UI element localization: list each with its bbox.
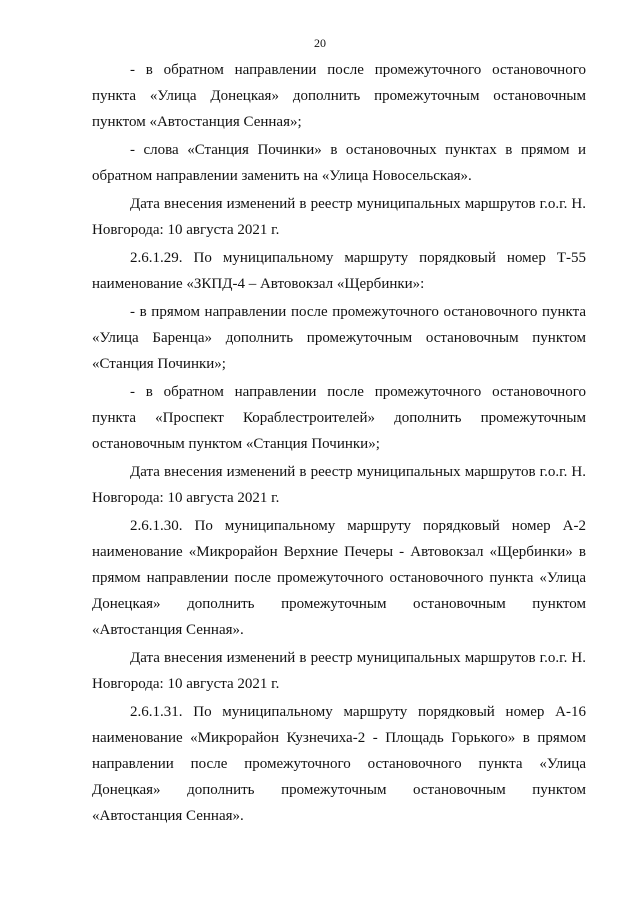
paragraph-reverse-direction-donetskaya: - в обратном направлении после промежуточного остановочного пункта «Улица Донецкая» дополнить промежуточным остановочным пунктом «Автостанция Сенная»; <box>92 62 586 130</box>
paragraph-route-a2: 2.6.1.30. По муниципальному маршруту порядковый номер А-2 наименование «Микрорайон Верхние Печеры - Автовокзал «Щербинки» в прямом направлении после промежуточного остановочного пункта «Улица Донецкая» дополнить промежуточным остановочным пунктом «Автостанция Сенная». <box>92 518 586 638</box>
page-number: 20 <box>314 36 326 50</box>
paragraph-registry-date: Дата внесения изменений в реестр муниципальных маршрутов г.о.г. Н. Новгорода: 10 августа 2021 г. <box>92 650 586 692</box>
paragraph-registry-date: Дата внесения изменений в реестр муниципальных маршрутов г.о.г. Н. Новгорода: 10 августа 2021 г. <box>92 464 586 506</box>
paragraph-registry-date: Дата внесения изменений в реестр муниципальных маршрутов г.о.г. Н. Новгорода: 10 августа 2021 г. <box>92 196 586 238</box>
paragraph-forward-direction-barentsa: - в прямом направлении после промежуточного остановочного пункта «Улица Баренца» дополнить промежуточным остановочным пунктом «Станция Починки»; <box>92 304 586 372</box>
paragraph-route-a16: 2.6.1.31. По муниципальному маршруту порядковый номер А-16 наименование «Микрорайон Кузнечиха-2 - Площадь Горького» в прямом направлении после промежуточного остановочного пункта «Улица Донецкая» дополнить промежуточным остановочным пунктом «Автостанция Сенная». <box>92 704 586 824</box>
document-body <box>92 57 586 831</box>
paragraph-replace-station-pochinki: - слова «Станция Починки» в остановочных пунктах в прямом и обратном направлении заменить на «Улица Новосельская». <box>92 142 586 184</box>
paragraph-route-t55: 2.6.1.29. По муниципальному маршруту порядковый номер Т-55 наименование «ЗКПД-4 – Автовокзал «Щербинки»: <box>92 250 586 292</box>
paragraph-reverse-direction-korablestroiteley: - в обратном направлении после промежуточного остановочного пункта «Проспект Кораблестроителей» дополнить промежуточным остановочным пунктом «Станция Починки»; <box>92 384 586 452</box>
